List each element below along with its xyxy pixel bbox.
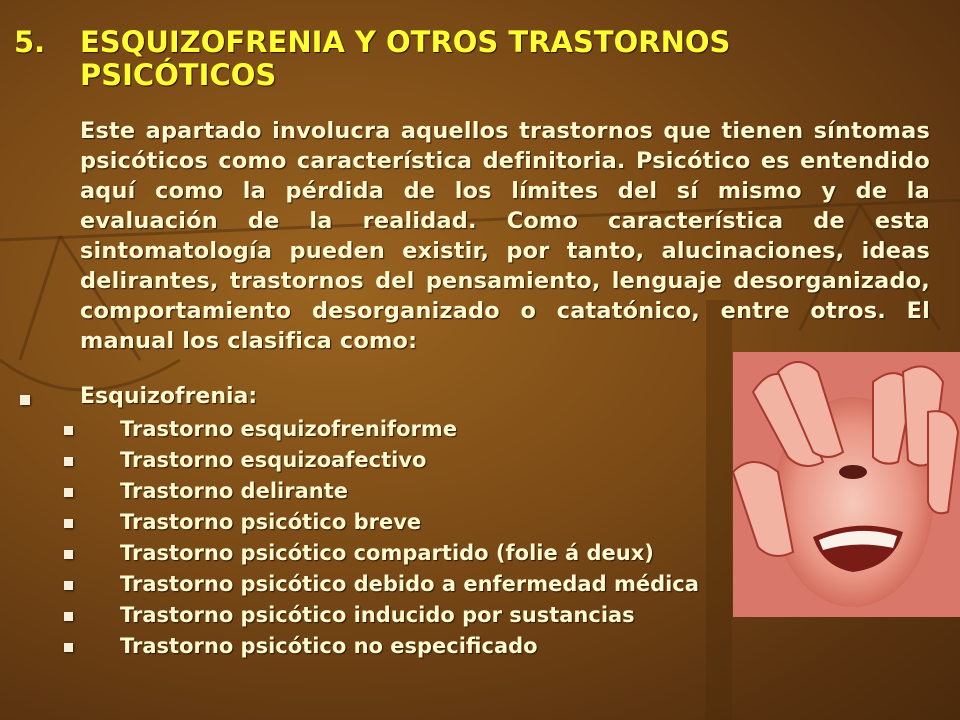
square-bullet-icon	[64, 581, 73, 590]
sub-list-item	[14, 600, 754, 631]
square-bullet-icon	[64, 519, 73, 528]
main-list	[14, 382, 714, 414]
sub-list	[14, 414, 754, 662]
square-bullet-icon	[64, 488, 73, 497]
square-bullet-icon	[64, 612, 73, 621]
list-item-esquizofrenia	[14, 382, 714, 414]
square-bullet-icon	[64, 426, 73, 435]
sub-list-item-label: Trastorno psicótico inducido por sustancias	[120, 603, 635, 627]
heading-title	[80, 26, 880, 92]
sub-list-item	[14, 414, 754, 445]
face-illustration	[733, 352, 960, 617]
square-bullet-icon	[20, 395, 30, 405]
sub-list-item-label: Trastorno psicótico compartido (folie á deux)	[120, 541, 654, 565]
sub-list-item	[14, 476, 754, 507]
sub-list-item	[14, 507, 754, 538]
square-bullet-icon	[64, 550, 73, 559]
sub-list-item-label: Trastorno psicótico breve	[120, 510, 422, 534]
sub-list-item	[14, 445, 754, 476]
list-item-label: Esquizofrenia:	[80, 384, 258, 409]
sub-list-item	[14, 569, 754, 600]
distressed-face-photo	[733, 352, 960, 617]
sub-list-item	[14, 631, 754, 662]
square-bullet-icon	[64, 457, 73, 466]
sub-list-item-label: Trastorno psicótico no especificado	[120, 634, 538, 658]
square-bullet-icon	[64, 643, 73, 652]
sub-list-item-label: Trastorno delirante	[120, 479, 348, 503]
sub-list-item	[14, 538, 754, 569]
sub-list-item-label: Trastorno esquizofreniforme	[120, 417, 458, 441]
heading-title-line-2: PSICÓTICOS	[80, 58, 277, 92]
intro-paragraph: Este apartado involucra aquellos trastornos que tienen síntomas psicóticos como característica definitoria. Psicótico es entendido aquí como la pérdida de los límites del sí mismo y de la evaluación de la realidad. Como característica de esta sintomatología pueden existir, por tanto, alucinaciones, ideas delirantes, trastornos del pensamiento, lenguaje desorganizado, comportamiento desorganizado o catatónico, entre otros. El manual los clasifica como:	[80, 118, 930, 354]
heading-number: 5.	[14, 25, 46, 59]
sub-list-item-label: Trastorno psicótico debido a enfermedad médica	[120, 572, 699, 596]
sub-list-item-label: Trastorno esquizoafectivo	[120, 448, 427, 472]
heading-title-line-1: ESQUIZOFRENIA Y OTROS TRASTORNOS	[80, 25, 731, 59]
